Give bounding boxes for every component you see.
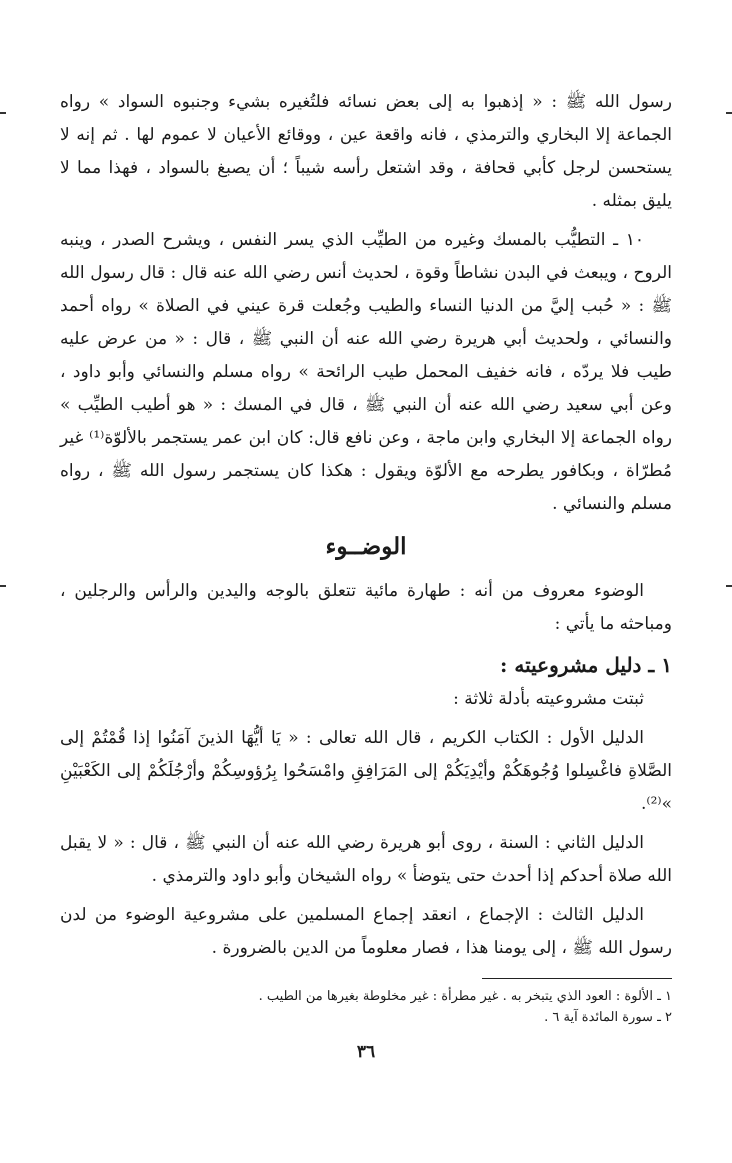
section-title: الوضــوء <box>325 533 407 560</box>
left-edge-mark-mid <box>0 585 6 587</box>
paragraph-evidence-quran: الدليل الأول : الكتاب الكريم ، قال الله تعالى : « يَا أيُّهَا الذينَ آمَنُوا إذا قُمْتُمْ إلى الصَّلاةِ فاغْسِلوا وُجُوهَكُمْ وأيْدِيَكُمْ إلى المَرَافِقِ وامْسَحُوا بِرُؤوسِكُمْ وأرْجُلَكُمْ إلى الكَعْبَيْنِ »⁽²⁾. <box>60 728 672 814</box>
paragraph-evidence-ijma: الدليل الثالث : الإجماع ، انعقد إجماع المسلمين على مشروعية الوضوء من لدن رسول الله ﷺ ، إلى يومنا هذا ، فصار معلوماً من الدين بالضرورة . <box>60 905 672 958</box>
right-edge-mark-mid <box>726 585 732 587</box>
paragraph-continuation: رسول الله ﷺ : « إذهبوا به إلى بعض نسائه فلتُغيره بشيء وجنبوه السواد » رواه الجماعة إلا البخاري والترمذي ، فانه واقعة عين ، ووقائع الأعيان لا عموم لها . ثم إنه لا يستحسن لرجل كأبي قحافة ، وقد اشتعل رأسه شيباً ؛ أن يصبغ بالسواد ، فهذا مما لا يليق بمثله . <box>60 92 672 211</box>
paragraph-wudu-intro: الوضوء معروف من أنه : طهارة مائية تتعلق بالوجه واليدين والرأس والرجلين ، ومباحثه ما يأتي : <box>60 581 672 634</box>
footnote-1: ١ ـ الألوة : العود الذي يتبخر به . غير مطرأة : غير مخلوطة بغيرها من الطيب . <box>258 989 672 1004</box>
right-edge-mark-top <box>726 112 732 114</box>
paragraph-perfume: ١٠ ـ التطيُّب بالمسك وغيره من الطيِّب الذي يسر النفس ، ويشرح الصدر ، وينبه الروح ، ويبعث في البدن نشاطاً وقوة ، لحديث أنس رضي الله عنه قال : قال رسول الله ﷺ : « حُبب إليَّ من الدنيا النساء والطيب وجُعلت قرة عيني في الصلاة » رواه أحمد والنسائي ، ولحديث أبي هريرة رضي الله عنه أن النبي ﷺ ، قال : « من عرض عليه طيب فلا يردّه ، فانه خفيف المحمل طيب الرائحة » رواه مسلم والنسائي وأبو داود ، وعن أبي سعيد رضي الله عنه أن النبي ﷺ ، قال في المسك : « هو أطيب الطيِّب » رواه الجماعة إلا البخاري وابن ماجة ، وعن نافع قال: كان ابن عمر يستجمر بالألوّة⁽¹⁾ غير مُطرّاة ، وبكافور يطرحه مع الألوّة ويقول : هكذا كان يستجمر رسول الله ﷺ ، رواه مسلم والنسائي . <box>60 230 673 514</box>
footnotes <box>60 986 672 1028</box>
left-edge-mark-top <box>0 112 6 114</box>
footnote-2: ٢ ـ سورة المائدة آية ٦ . <box>544 1010 672 1025</box>
subheading-evidence: ١ ـ دليل مشروعيته : <box>500 653 672 677</box>
page-body <box>60 86 672 971</box>
paragraph-evidence-intro: ثبتت مشروعيته بأدلة ثلاثة : <box>453 689 644 709</box>
page-number: ٣٦ <box>356 1042 376 1062</box>
paragraph-evidence-sunnah: الدليل الثاني : السنة ، روى أبو هريرة رضي الله عنه أن النبي ﷺ ، قال : « لا يقبل الله صلاة أحدكم إذا أحدث حتى يتوضأ » رواه الشيخان وأبو داود والترمذي . <box>60 833 672 886</box>
footnote-divider <box>482 978 672 979</box>
